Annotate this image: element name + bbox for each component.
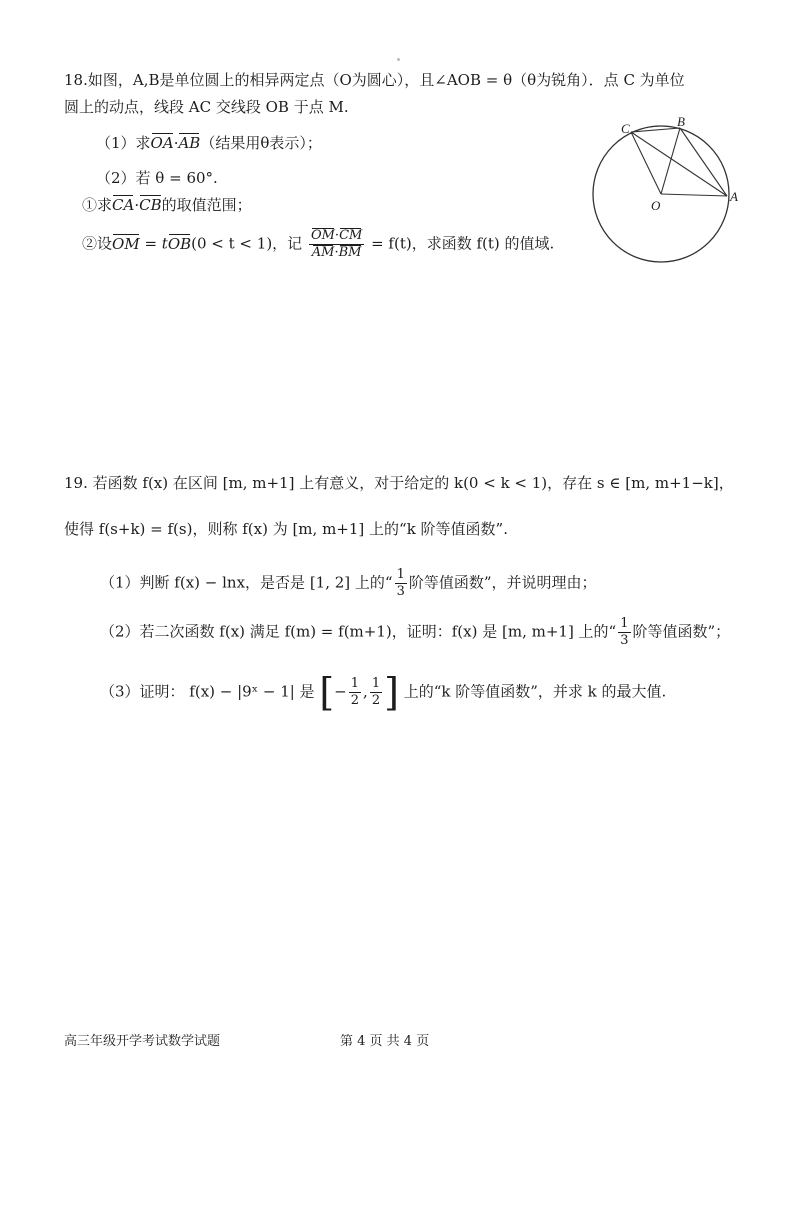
q19-part3-suffix: 上的“k 阶等值函数”，并求 k 的最大值. bbox=[403, 682, 667, 701]
dot-operator: · bbox=[134, 196, 140, 214]
fraction-denominator: 3 bbox=[620, 633, 629, 648]
vector-bm: BM bbox=[338, 245, 362, 260]
fraction-numerator: 1 bbox=[396, 567, 405, 582]
vector-oa: OA bbox=[150, 134, 174, 152]
fraction-denominator: 3 bbox=[396, 584, 405, 599]
q18-sub2 bbox=[82, 228, 554, 261]
q18-part1-suffix: （结果用θ表示）； bbox=[200, 134, 322, 152]
segment-oa bbox=[661, 194, 727, 196]
q19-line1: 19. 若函数 f(x) 在区间 [m, m+1] 上有意义，对于给定的 k(0 < k < 1)，存在 s ∈ [m, m+1−k]， bbox=[64, 474, 734, 492]
segment-ba bbox=[680, 128, 727, 196]
label-b: B bbox=[677, 115, 685, 129]
vector-cm: CM bbox=[339, 228, 363, 243]
half-fraction-left bbox=[349, 676, 361, 709]
q19-line2: 使得 f(s+k) = f(s)，则称 f(x) 为 [m, m+1] 上的“k 阶等值函数”. bbox=[64, 520, 508, 538]
fraction-numerator: 1 bbox=[620, 616, 629, 631]
fraction-numerator bbox=[309, 228, 364, 245]
fraction-numerator: 1 bbox=[350, 676, 360, 691]
q18-sub1-prefix: ①求 bbox=[82, 196, 113, 214]
interval-open-bracket: [ bbox=[319, 670, 335, 715]
ratio-fraction bbox=[309, 228, 364, 261]
dot-operator: · bbox=[334, 245, 339, 260]
q18-part1-prefix: （1）求 bbox=[96, 134, 151, 152]
label-o: O bbox=[651, 198, 661, 213]
unit-circle-figure bbox=[585, 115, 745, 265]
vector-am: AM bbox=[311, 245, 335, 260]
vector-cb: CB bbox=[139, 196, 162, 214]
q19-part1-suffix: 阶等值函数”，并说明理由； bbox=[408, 573, 597, 592]
one-third-fraction bbox=[618, 616, 630, 649]
q18-part1 bbox=[96, 133, 322, 153]
vector-ca: CA bbox=[112, 196, 135, 214]
q18-part2: （2）若 θ = 60°. bbox=[96, 169, 218, 187]
interval-close-bracket: ] bbox=[384, 670, 399, 715]
label-c: C bbox=[621, 121, 630, 136]
footer-page-number: 第 4 页 共 4 页 bbox=[340, 1034, 430, 1049]
q18-sub2-prefix: ②设 bbox=[82, 234, 113, 253]
t-condition: (0 < t < 1)，记 bbox=[191, 234, 303, 253]
footer-exam-title: 高三年级开学考试数学试题 bbox=[64, 1034, 221, 1049]
one-third-fraction bbox=[395, 567, 407, 600]
q19-part2 bbox=[100, 616, 730, 649]
q18-sub2-rhs: = f(t)，求函数 f(t) 的值域. bbox=[366, 234, 555, 253]
half-fraction-right bbox=[370, 676, 382, 709]
vector-om: OM bbox=[310, 228, 335, 243]
q18-line2: 圆上的动点，线段 AC 交线段 OB 于点 M. bbox=[64, 98, 349, 116]
fraction-numerator: 1 bbox=[371, 676, 381, 691]
comma: , bbox=[363, 682, 368, 701]
q19-part1 bbox=[100, 567, 597, 600]
segment-oc bbox=[631, 132, 661, 194]
fraction-denominator: 2 bbox=[371, 693, 381, 708]
equals-t: = t bbox=[139, 234, 168, 253]
dot-operator: · bbox=[173, 134, 179, 152]
q19-part3 bbox=[100, 670, 667, 715]
vector-ob: OB bbox=[167, 234, 192, 253]
q19-part1-prefix: （1）判断 f(x) − lnx，是否是 [1, 2] 上的“ bbox=[100, 573, 393, 592]
segment-ca bbox=[631, 132, 727, 196]
fraction-denominator bbox=[309, 245, 364, 261]
q18-number: 18. bbox=[64, 71, 88, 89]
q18-sub1-suffix: 的取值范围； bbox=[161, 196, 252, 214]
segment-ob bbox=[661, 128, 680, 194]
q18-sub1 bbox=[82, 195, 252, 215]
q18-line1 bbox=[64, 70, 685, 90]
dot-operator: · bbox=[334, 228, 340, 243]
scan-speck bbox=[397, 58, 400, 61]
fraction-denominator: 2 bbox=[350, 693, 360, 708]
vector-om: OM bbox=[112, 234, 140, 253]
q19-part2-prefix: （2）若二次函数 f(x) 满足 f(m) = f(m+1)，证明：f(x) 是 [m, m+1] 上的“ bbox=[100, 622, 617, 641]
minus-sign: − bbox=[334, 682, 347, 701]
label-a: A bbox=[730, 189, 738, 204]
q18-stem-1: 如图，A,B是单位圆上的相异两定点（O为圆心），且∠AOB = θ（θ为锐角）．点 C 为单位 bbox=[87, 71, 685, 89]
vector-ab: AB bbox=[178, 134, 201, 152]
q19-part2-suffix: 阶等值函数”； bbox=[632, 622, 731, 641]
q19-part3-prefix: （3）证明： f(x) − |9ˣ − 1| 是 bbox=[100, 682, 315, 701]
